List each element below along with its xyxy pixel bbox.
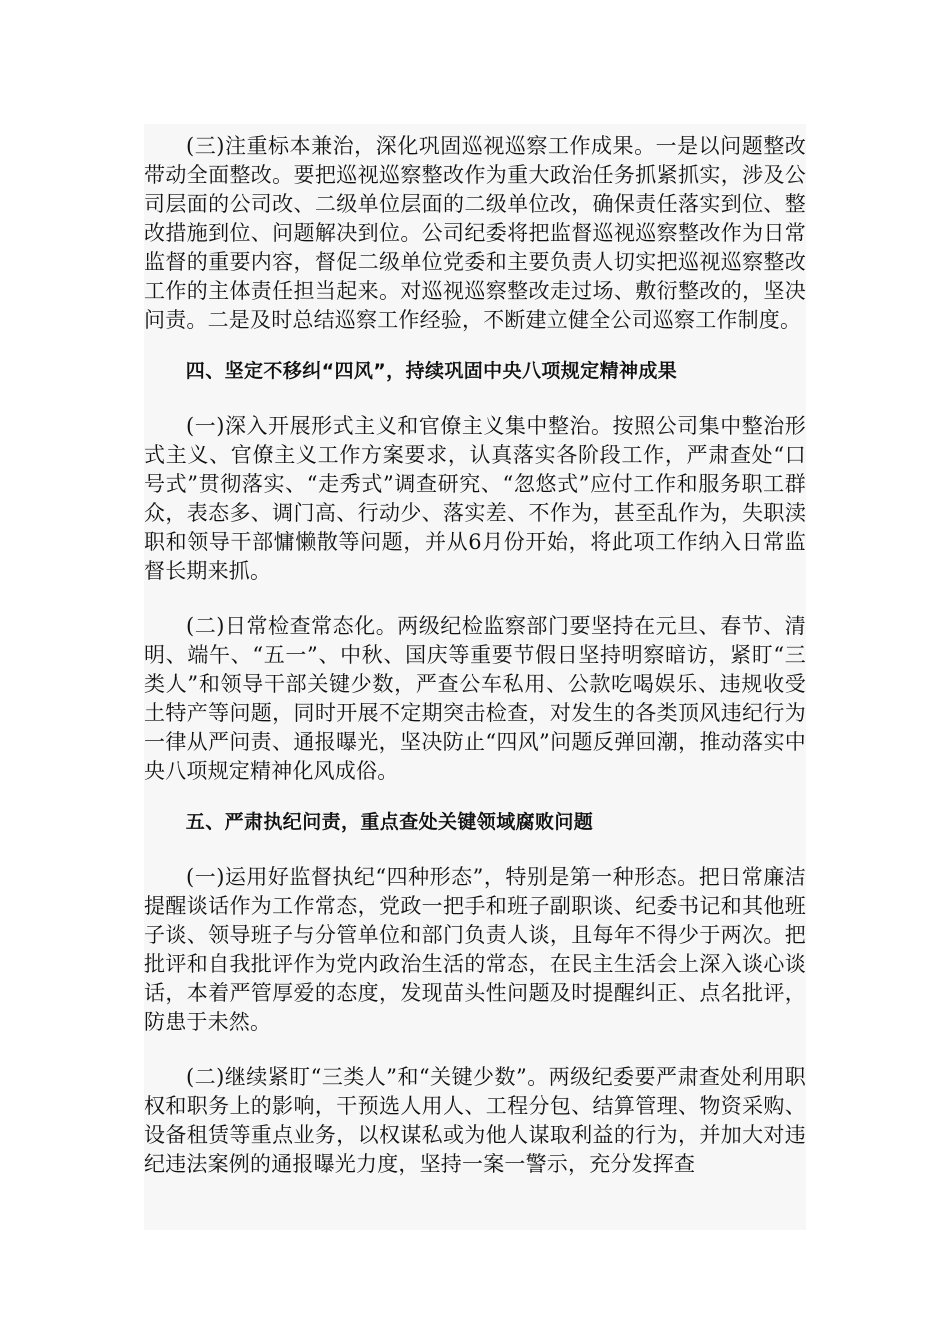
spacer — [144, 586, 806, 612]
spacer — [144, 386, 806, 412]
section-heading-discipline-accountability: 五、严肃执纪问责，重点查处关键领域腐败问题 — [185, 811, 594, 833]
paragraph-rectification-results: (三)注重标本兼治，深化巩固巡视巡察工作成果。一是以问题整改带动全面整改。要把巡视巡察整改作为重大政治任务抓紧抓实，涉及公司层面的公司改、二级单位层面的二级单位改，确保责任落实到位、整改措施到位、问题解决到位。公司纪委将把监督巡视巡察整改作为日常监督的重要内容，督促二级单位党委和主要负责人切实把巡视巡察整改工作的主体责任担当起来。对巡视巡察整改走过场、敷衍整改的，坚决问责。二是及时总结巡察工作经验，不断建立健全公司巡察工作制度。 — [144, 134, 806, 332]
paragraph-key-minority: (二)继续紧盯“三类人”和“关键少数”。两级纪委要严肃查处利用职权和职务上的影响，干预选人用人、工程分包、结算管理、物资采购、设备租赁等重点业务，以权谋私或为他人谋取利益的行为，并加大对违纪违法案例的通报曝光力度，坚持一案一警示，充分发挥查 — [144, 1065, 806, 1176]
paragraph-routine-inspection: (二)日常检查常态化。两级纪检监察部门要坚持在元旦、春节、清明、端午、“五一”、中秋、国庆等重要节假日坚持明察暗访，紧盯“三类人”和领导干部关键少数，严查公车私用、公款吃喝娱乐、违规收受土特产等问题，同时开展不定期突击检查，对发生的各类顶风违纪行为一律从严问责、通报曝光，坚决防止“四风”问题反弹回潮，推动落实中央八项规定精神化风成俗。 — [144, 614, 806, 783]
paragraph-formalism-rectification: (一)深入开展形式主义和官僚主义集中整治。按照公司集中整治形式主义、官僚主义工作方案要求，认真落实各阶段工作，严肃查处“口号式”贯彻落实、“走秀式”调查研究、“忽悠式”应付工作和服务职工群众，表态多、调门高、行动少、落实差、不作为，甚至乱作为，失职渎职和领导干部慵懒散等问题，并从6月份开始，将此项工作纳入日常监督长期来抓。 — [144, 414, 806, 583]
spacer — [144, 1037, 806, 1063]
spacer — [144, 837, 806, 863]
spacer — [144, 335, 806, 357]
spacer — [144, 786, 806, 808]
document-body — [144, 132, 806, 1179]
paragraph-four-forms: (一)运用好监督执纪“四种形态”，特别是第一种形态。把日常廉洁提醒谈话作为工作常态，党政一把手和班子副职谈、纪委书记和其他班子谈、领导班子与分管单位和部门负责人谈，且每年不得少于两次。把批评和自我批评作为党内政治生活的常态，在民主生活会上深入谈心谈话，本着严管厚爱的态度，发现苗头性问题及时提醒纠正、点名批评，防患于未然。 — [144, 865, 806, 1034]
section-heading-four-winds: 四、坚定不移纠“四风”，持续巩固中央八项规定精神成果 — [185, 360, 678, 382]
